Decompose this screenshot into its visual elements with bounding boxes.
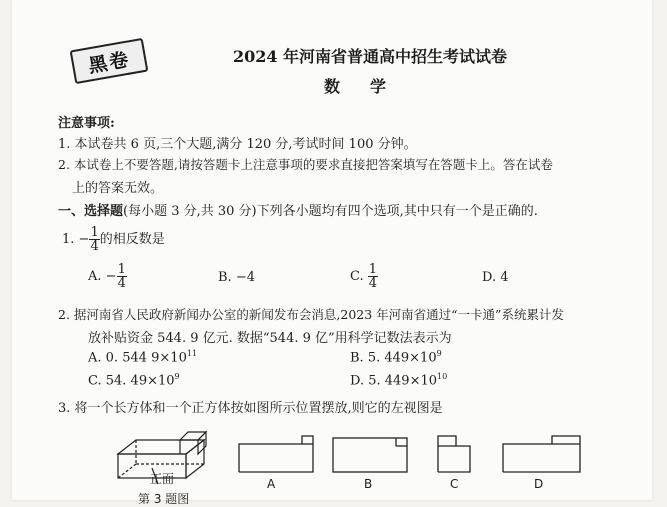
question-1-fraction [89,226,99,253]
option-d-text: D. 5. 449×10 [350,373,438,389]
option-c-text: C. 54. 49×10 [88,373,175,389]
option-b-exponent: 9 [436,349,442,358]
question-2-line-1: 2. 据河南省人民政府新闻办公室的新闻发布会消息,2023 年河南省通过“一卡通”系统累计发 [58,307,564,322]
option-a-exponent: 11 [186,349,198,358]
notice-item-2-line-2: 上的答案无效。 [72,181,164,196]
fraction-denominator: 4 [368,276,378,291]
option-b-text: B. 5. 449×10 [350,350,437,366]
section-1-instruction: (每小题 3 分,共 30 分)下列各小题均有四个选项,其中只有一个是正确的. [123,204,538,219]
question-1-option-a [88,263,127,290]
subject-title: 数学 [323,77,416,96]
section-1-title: 一、选择题 [58,204,124,219]
notice-item-1: 1. 本试卷共 6 页,三个大题,满分 120 分,考试时间 100 分钟。 [58,137,417,152]
question-1-sign: − [78,232,90,247]
option-c-label: C [450,477,459,491]
badge-text: 黑卷 [86,47,132,77]
option-c-fraction [368,263,378,290]
option-a-label: A. [88,269,102,284]
option-a-label: A [267,477,276,491]
question-2-option-c [88,372,180,388]
option-c-label: C. [350,269,364,284]
option-a-text: A. 0. 544 9×10 [88,350,187,366]
question-3-stem: 3. 将一个长方体和一个正方体按如图所示位置摆放,则它的左视图是 [58,401,443,416]
fraction-numerator: 1 [368,262,378,277]
question-1-number: 1. [62,232,75,247]
option-a-sign: − [105,269,117,284]
notice-heading: 注意事项: [58,116,115,131]
question-1-option-b: B. −4 [218,270,255,285]
figure-caption: 第 3 题图 [138,492,190,506]
question-1-stem [62,226,165,253]
fraction-numerator: 1 [90,225,99,240]
option-d-label: D [534,477,544,491]
question-1-text: 的相反数是 [99,232,165,247]
option-d-exponent: 10 [437,372,448,381]
view-option-a [236,432,316,476]
fraction-denominator: 4 [90,239,99,254]
notice-item-2-line-1: 2. 本试卷上不要答题,请按答题卡上注意事项的要求直接把答案填写在答题卡上。答在试卷 [58,157,553,172]
option-a-fraction [117,263,127,290]
question-1-option-d: D. 4 [482,270,509,285]
option-c-exponent: 9 [174,372,180,381]
question-2-option-a [88,349,197,365]
view-option-d [500,432,584,476]
exam-title: 2024 年河南省普通高中招生考试试卷 [232,47,508,66]
question-2-line-2: 放补贴资金 544. 9 亿元. 数据“544. 9 亿”用科学记数法表示为 [88,331,452,346]
fraction-numerator: 1 [117,262,126,277]
fraction-denominator: 4 [117,276,126,291]
view-option-c [434,432,474,476]
front-label: 正面 [150,472,175,486]
question-2-option-d [350,372,447,388]
question-2-option-b [350,349,442,365]
view-option-b [330,432,410,476]
section-1-heading [58,200,538,219]
option-b-label: B [364,477,373,491]
question-1-option-c [350,263,378,290]
